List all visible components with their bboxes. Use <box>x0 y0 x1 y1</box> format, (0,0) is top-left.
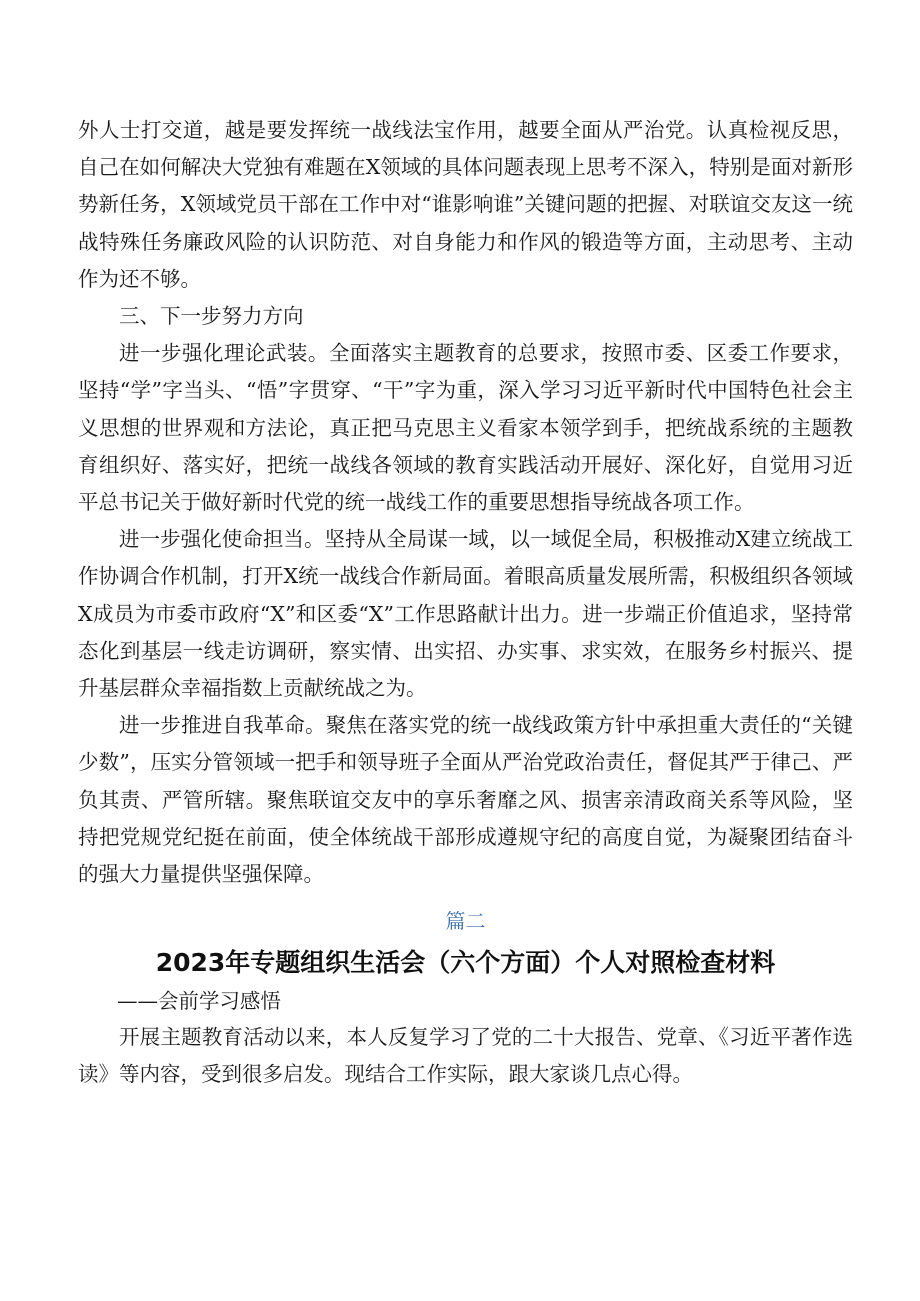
body-paragraph: 进一步强化使命担当。坚持从全局谋一域，以一域促全局，积极推动X建立统战工作协调合作机制，打开X统一战线合作新局面。着眼高质量发展所需，积极组织各领域X成员为市委市政府“X”和区委“X”工作思路献计出力。进一步端正价值追求，坚持常态化到基层一线走访调研，察实情、出实招、办实事、求实效，在服务乡村振兴、提升基层群众幸福指数上贡献统战之为。 <box>78 527 853 701</box>
document-title: 2023年专题组织生活会（六个方面）个人对照检查材料 <box>155 948 776 978</box>
intro-paragraph: 开展主题教育活动以来，本人反复学习了党的二十大报告、党章、《习近平著作选读》等内容，受到很多启发。现结合工作实际，跟大家谈几点心得。 <box>78 1025 853 1087</box>
section-heading: 三、下一步努力方向 <box>119 304 304 329</box>
document-subtitle: ——会前学习感悟 <box>116 989 281 1014</box>
document-page <box>78 112 853 1094</box>
body-paragraph: 进一步强化理论武装。全面落实主题教育的总要求，按照市委、区委工作要求，坚持“学”字当头、“悟”字贯穿、“干”字为重，深入学习习近平新时代中国特色社会主义思想的世界观和方法论，真正把马克思主义看家本领学到手，把统战系统的主题教育组织好、落实好，把统一战线各领域的教育实践活动开展好、深化好，自觉用习近平总书记关于做好新时代党的统一战线工作的重要思想指导统战各项工作。 <box>78 341 853 515</box>
body-paragraph: 进一步推进自我革命。聚焦在落实党的统一战线政策方针中承担重大责任的“关键少数”，压实分管领域一把手和领导班子全面从严治党政治责任，督促其严于律己、严负其责、严管所辖。聚焦联谊交友中的享乐奢靡之风、损害亲清政商关系等风险，坚持把党规党纪挺在前面，使全体统战干部形成遵规守纪的高度自觉，为凝聚团结奋斗的强大力量提供坚强保障。 <box>78 713 853 887</box>
part-label: 篇二 <box>445 909 486 934</box>
body-paragraph: 外人士打交道，越是要发挥统一战线法宝作用，越要全面从严治党。认真检视反思，自己在如何解决大党独有难题在X领域的具体问题表现上思考不深入，特别是面对新形势新任务，X领域党员干部在工作中对“谁影响谁”关键问题的把握、对联谊交友这一统战特殊任务廉政风险的认识防范、对自身能力和作风的锻造等方面，主动思考、主动作为还不够。 <box>78 118 853 291</box>
